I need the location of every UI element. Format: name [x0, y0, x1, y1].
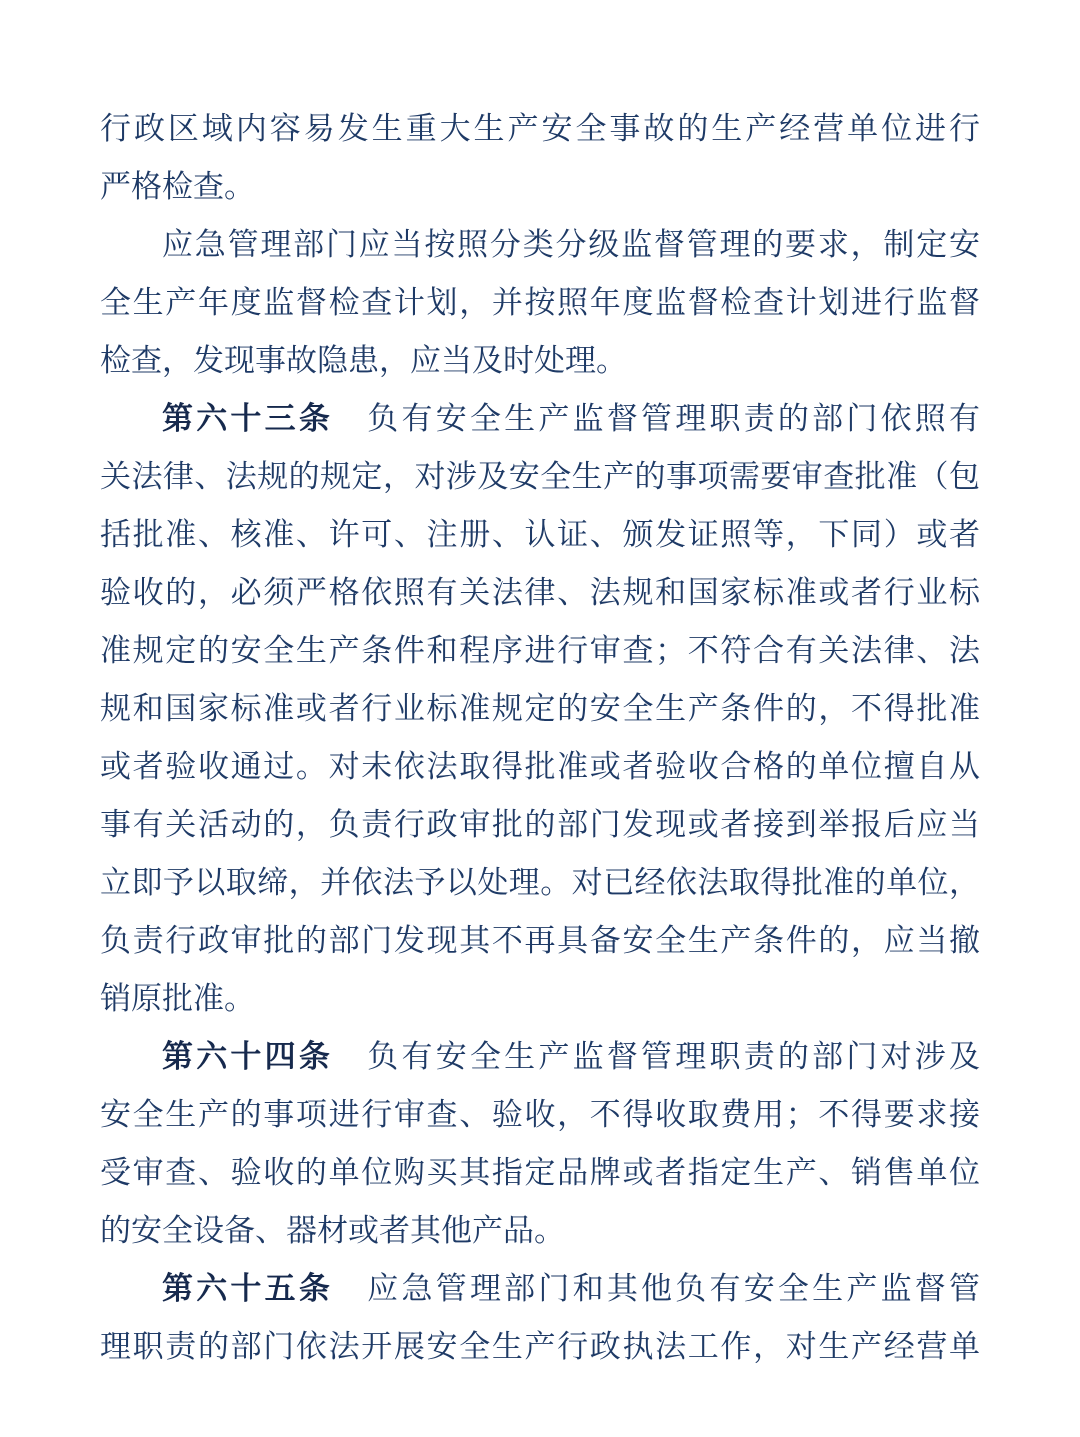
text-line: [100, 158, 980, 216]
line-text: 关法律、法规的规定，对涉及安全生产的事项需要审查批准（包: [100, 459, 980, 494]
article-number: 第六十五条: [162, 1271, 334, 1306]
line-text: 安全生产的事项进行审查、验收，不得收取费用；不得要求接: [100, 1097, 980, 1132]
line-text: 销原批准。: [100, 981, 255, 1016]
text-line: [100, 390, 980, 448]
line-text: 受审查、验收的单位购买其指定品牌或者指定生产、销售单位: [100, 1155, 980, 1190]
text-line: [100, 1202, 980, 1260]
line-text: 的安全设备、器材或者其他产品。: [100, 1213, 565, 1248]
text-line: [100, 506, 980, 564]
text-line: [100, 1028, 980, 1086]
line-text: 行政区域内容易发生重大生产安全事故的生产经营单位进行: [100, 111, 980, 146]
line-text: 或者验收通过。对未依法取得批准或者验收合格的单位擅自从: [100, 749, 980, 784]
line-text: 准规定的安全生产条件和程序进行审查；不符合有关法律、法: [100, 633, 980, 668]
text-line: [100, 100, 980, 158]
line-text: 立即予以取缔，并依法予以处理。对已经依法取得批准的单位，: [100, 865, 980, 900]
text-line: [100, 216, 980, 274]
text-line: [100, 738, 980, 796]
line-text: 应急管理部门和其他负有安全生产监督管: [333, 1271, 980, 1306]
text-line: [100, 796, 980, 854]
text-line: [100, 854, 980, 912]
text-line: [100, 622, 980, 680]
text-line: [100, 332, 980, 390]
line-text: 事有关活动的，负责行政审批的部门发现或者接到举报后应当: [100, 807, 980, 842]
text-line: [100, 1144, 980, 1202]
text-line: [100, 1260, 980, 1318]
text-line: [100, 448, 980, 506]
text-line: [100, 564, 980, 622]
line-text: 检查，发现事故隐患，应当及时处理。: [100, 343, 627, 378]
line-text: 应急管理部门应当按照分类分级监督管理的要求，制定安: [162, 227, 980, 262]
line-text: 负责行政审批的部门发现其不再具备安全生产条件的，应当撤: [100, 923, 980, 958]
line-text: 理职责的部门依法开展安全生产行政执法工作，对生产经营单: [100, 1329, 980, 1364]
text-line: [100, 1318, 980, 1376]
line-text: 括批准、核准、许可、注册、认证、颁发证照等，下同）或者: [100, 517, 980, 552]
text-line: [100, 1086, 980, 1144]
line-text: 严格检查。: [100, 169, 255, 204]
text-line: [100, 970, 980, 1028]
line-text: 全生产年度监督检查计划，并按照年度监督检查计划进行监督: [100, 285, 980, 320]
line-text: 验收的，必须严格依照有关法律、法规和国家标准或者行业标: [100, 575, 980, 610]
text-line: [100, 912, 980, 970]
text-line: [100, 680, 980, 738]
line-text: 规和国家标准或者行业标准规定的安全生产条件的，不得批准: [100, 691, 980, 726]
line-text: 负有安全生产监督管理职责的部门对涉及: [333, 1039, 980, 1074]
article-number: 第六十四条: [162, 1039, 334, 1074]
line-text: 负有安全生产监督管理职责的部门依照有: [333, 401, 980, 436]
text-line: [100, 274, 980, 332]
article-number: 第六十三条: [162, 401, 334, 436]
